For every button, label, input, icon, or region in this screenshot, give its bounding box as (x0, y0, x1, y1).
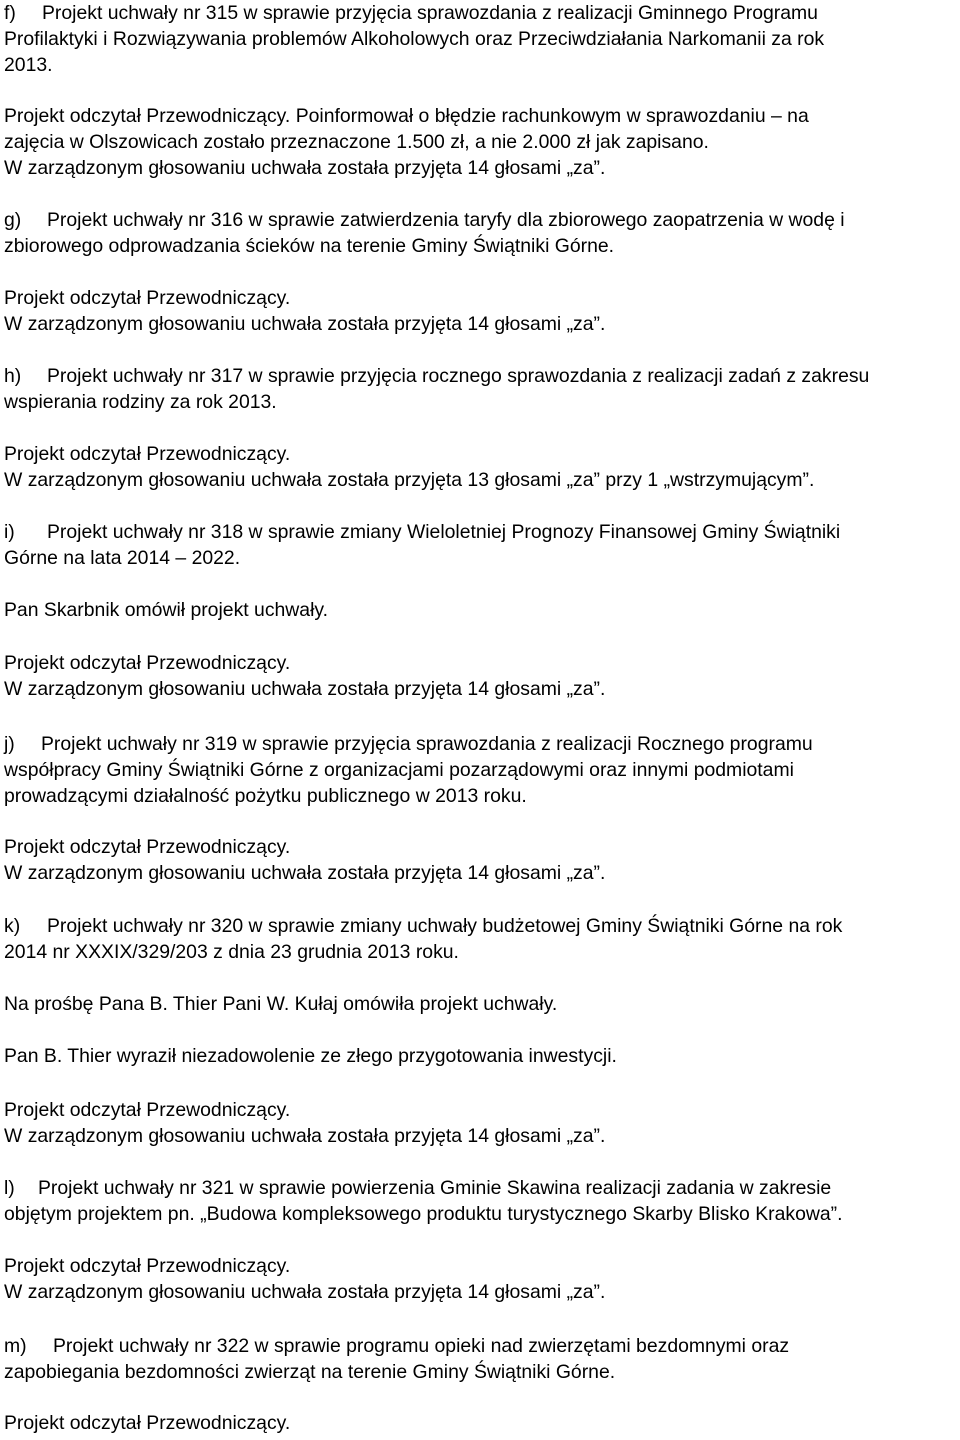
item-l-title-line-1: l) Projekt uchwały nr 321 w sprawie powierzenia Gminie Skawina realizacji zadania w zakresie (4, 1177, 832, 1199)
item-l-title-line-2: objętym projektem pn. „Budowa kompleksowego produktu turystycznego Skarby Blisko Krakowa”. (4, 1203, 843, 1225)
item-i-title-line-2: Górne na lata 2014 – 2022. (4, 547, 241, 569)
item-g-title-line-2: zbiorowego odprowadzania ścieków na terenie Gminy Świątniki Górne. (4, 235, 615, 257)
item-k-title-line-1: k) Projekt uchwały nr 320 w sprawie zmiany uchwały budżetowej Gminy Świątniki Górne na rok (4, 915, 843, 937)
item-f-vote: W zarządzonym głosowaniu uchwała została przyjęta 14 głosami „za”. (4, 157, 606, 179)
item-k-read: Projekt odczytał Przewodniczący. (4, 1099, 291, 1121)
item-i-label: i) (4, 521, 15, 543)
item-m-label: m) (4, 1335, 27, 1357)
item-l-label: l) (4, 1177, 15, 1199)
item-k-title-line-2: 2014 nr XXXIX/329/203 z dnia 23 grudnia 2013 roku. (4, 941, 459, 963)
item-l-vote: W zarządzonym głosowaniu uchwała została przyjęta 14 głosami „za”. (4, 1281, 606, 1303)
item-h-vote: W zarządzonym głosowaniu uchwała została przyjęta 13 głosami „za” przy 1 „wstrzymującym”. (4, 469, 815, 491)
item-f-note-line-2: zajęcia w Olszowicach zostało przeznaczone 1.500 zł, a nie 2.000 zł jak zapisano. (4, 131, 709, 153)
item-m-title-line-2: zapobiegania bezdomności zwierząt na terenie Gminy Świątniki Górne. (4, 1361, 616, 1383)
item-k-label: k) (4, 915, 21, 937)
item-l-read: Projekt odczytał Przewodniczący. (4, 1255, 291, 1277)
item-m-title-line-1: m) Projekt uchwały nr 322 w sprawie programu opieki nad zwierzętami bezdomnymi oraz (4, 1335, 790, 1357)
item-g-title-line-1: g) Projekt uchwały nr 316 w sprawie zatwierdzenia taryfy dla zbiorowego zaopatrzenia w wodę i (4, 209, 845, 231)
item-j-title-line-3: prowadzącymi działalność pożytku publicznego w 2013 roku. (4, 785, 527, 807)
item-f-label: f) (4, 2, 16, 24)
item-g-read: Projekt odczytał Przewodniczący. (4, 287, 291, 309)
item-h-title-line-1: h) Projekt uchwały nr 317 w sprawie przyjęcia rocznego sprawozdania z realizacji zadań z zakresu (4, 365, 870, 387)
item-j-title-line-1: j) Projekt uchwały nr 319 w sprawie przyjęcia sprawozdania z realizacji Rocznego programu (4, 733, 813, 755)
item-i-read: Projekt odczytał Przewodniczący. (4, 652, 291, 674)
item-j-vote: W zarządzonym głosowaniu uchwała została przyjęta 14 głosami „za”. (4, 862, 606, 884)
item-j-read: Projekt odczytał Przewodniczący. (4, 836, 291, 858)
item-g-vote: W zarządzonym głosowaniu uchwała została przyjęta 14 głosami „za”. (4, 313, 606, 335)
item-i-note: Pan Skarbnik omówił projekt uchwały. (4, 599, 329, 621)
item-f-note-line-1: Projekt odczytał Przewodniczący. Poinformował o błędzie rachunkowym w sprawozdaniu – na (4, 105, 809, 127)
item-k-note-2: Pan B. Thier wyraził niezadowolenie ze złego przygotowania inwestycji. (4, 1045, 617, 1067)
item-f-title-line-3: 2013. (4, 54, 53, 76)
item-i-vote: W zarządzonym głosowaniu uchwała została przyjęta 14 głosami „za”. (4, 678, 606, 700)
item-k-vote: W zarządzonym głosowaniu uchwała została przyjęta 14 głosami „za”. (4, 1125, 606, 1147)
item-h-read: Projekt odczytał Przewodniczący. (4, 443, 291, 465)
item-j-title-line-2: współpracy Gminy Świątniki Górne z organizacjami pozarządowymi oraz innymi podmiotami (4, 759, 794, 781)
item-i-title-line-1: i) Projekt uchwały nr 318 w sprawie zmiany Wieloletniej Prognozy Finansowej Gminy Świątniki (4, 521, 841, 543)
item-m-read: Projekt odczytał Przewodniczący. (4, 1412, 291, 1434)
item-f-title-line-2: Profilaktyki i Rozwiązywania problemów Alkoholowych oraz Przeciwdziałania Narkomanii za rok (4, 28, 825, 50)
item-f-title-line-1: f) Projekt uchwały nr 315 w sprawie przyjęcia sprawozdania z realizacji Gminnego Programu (4, 2, 818, 24)
item-k-note-1: Na prośbę Pana B. Thier Pani W. Kułaj omówiła projekt uchwały. (4, 993, 558, 1015)
item-h-title-line-2: wspierania rodziny za rok 2013. (4, 391, 277, 413)
item-g-label: g) (4, 209, 22, 231)
item-h-label: h) (4, 365, 22, 387)
item-j-label: j) (4, 733, 15, 755)
